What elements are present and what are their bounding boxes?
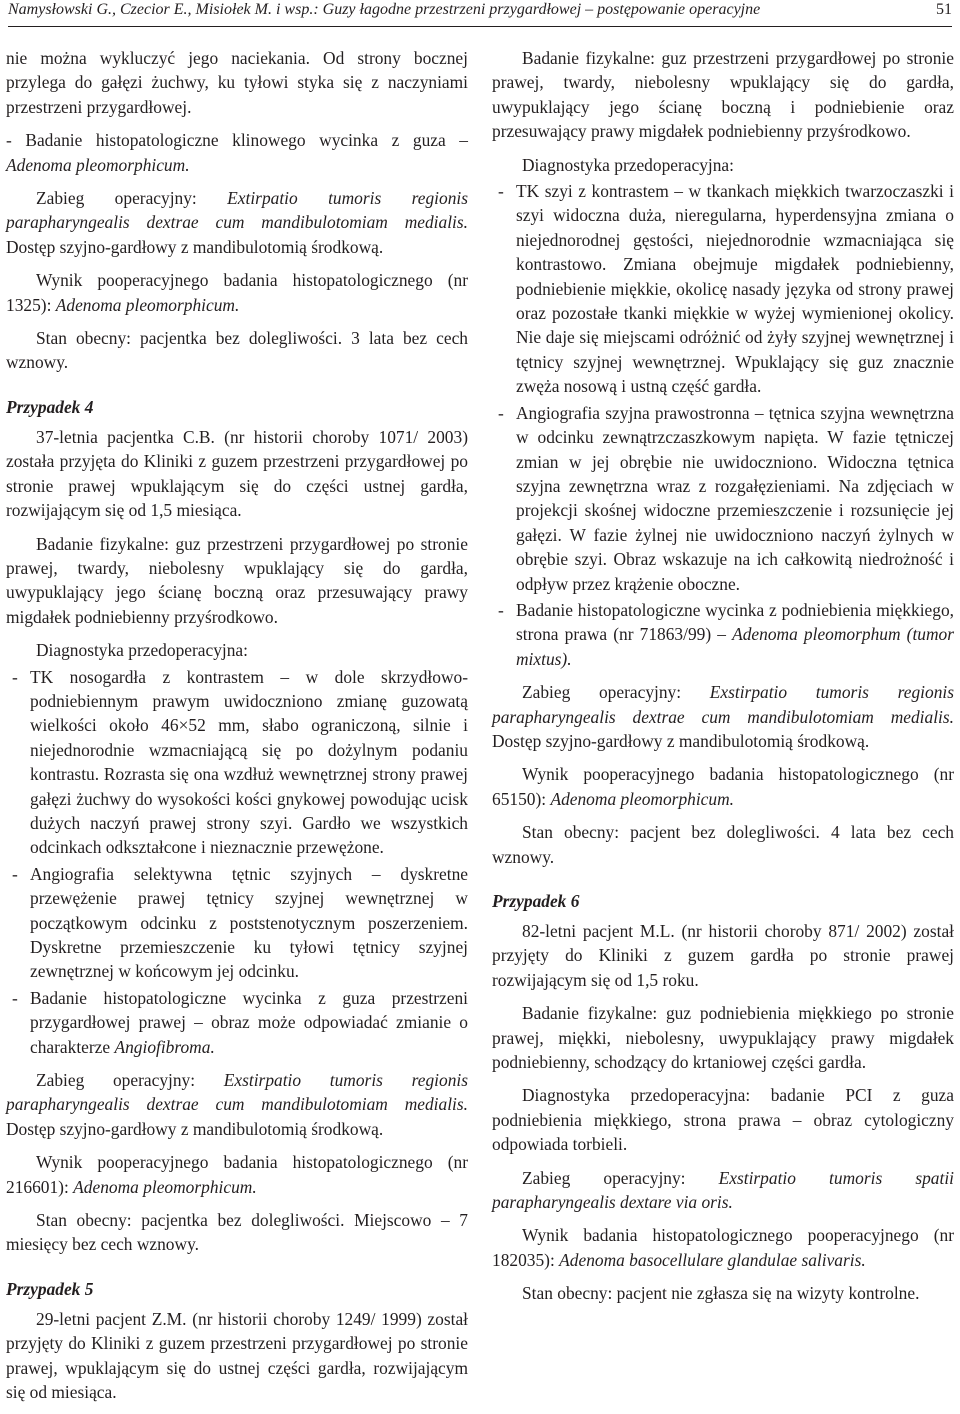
running-header — [8, 0, 952, 26]
italic-text: Extirpatio tumoris regionis parapharyngealis dextrae cum mandibulotomiam medialis. — [6, 188, 468, 233]
paragraph: 37-letnia pacjentka C.B. (nr historii choroby 1071/ 2003) została przyjęta do Kliniki z guzem przestrzeni przygardłowej po stronie prawej wpuklającym się do części ustnej gardła, rozwijającym się od 1,5 miesiąca. — [6, 426, 468, 521]
header-authors: Namysłowski G., Czecior E., Misiołek M. i wsp.: Guzy łagodne przestrzeni przygardłowej – postępowanie operacyjne — [8, 1, 761, 18]
paragraph — [492, 1166, 954, 1215]
text: Zabieg operacyjny: — [36, 1070, 224, 1091]
italic-text: Exstirpatio tumoris regionis parapharyngealis dextrae cum mandibulotomiam medialis. — [6, 1070, 468, 1115]
dash-marker: - — [12, 863, 18, 884]
paragraph — [492, 762, 954, 811]
case-4-heading: Przypadek 4 — [6, 396, 94, 417]
list-item — [6, 986, 468, 1059]
right-column — [492, 46, 954, 1315]
list-item — [6, 862, 468, 984]
paragraph — [6, 1150, 468, 1199]
paragraph: Stan obecny: pacjent bez dolegliwości. 4 lata bez cech wznowy. — [492, 822, 954, 867]
paragraph: Stan obecny: pacjent nie zgłasza się na wizyty kontrolne. — [522, 1283, 920, 1304]
dash-marker: - — [12, 987, 18, 1008]
paragraph: Badanie fizykalne: guz przestrzeni przygardłowej po stronie prawej, twardy, niebolesny wpuklający się do gardła, uwypuklający jego ścianę boczną i podniebienie oraz przesuwający prawy migdałek podniebienny przyśrodkowo. — [492, 48, 954, 142]
text: Zabieg operacyjny: — [522, 682, 710, 703]
italic-text: Exstirpatio tumoris spatii parapharyngealis dextare via oris. — [492, 1167, 954, 1213]
header-rule — [8, 26, 952, 27]
text: Wynik pooperacyjnego badania histopatologicznego (nr 216601): — [6, 1152, 468, 1197]
text: Dostęp szyjno-gardłowy z mandibulotomią środkową. — [6, 236, 384, 257]
text: Angiografia szyjna prawostronna – tętnica szyjna wewnętrzna w odcinku zewnątrzczaszkowym napięta. W fazie tętniczej zmian w jej obrębie nie uwidoczniono. Widoczna tętnica szyjna zewnętrzna wraz z rozgałęzieniami. Na zdjęciach w projekcji skośnej widoczne przemieszczenie i rozsunięcie jej gałęzi. W fazie żylnej nie uwidoczniono naczyń żylnych w obrębie szyi. Obraz wskazuje na ich całkowitą niedrożność i odpływ przez krążenie oboczne. — [516, 402, 954, 594]
paragraph — [492, 1223, 954, 1272]
dash-marker: - — [12, 666, 18, 687]
paragraph: Diagnostyka przedoperacyjna: badanie PCI z guza podniebienia miękkiego, strona prawa – obraz cytologiczny odpowiada torbieli. — [492, 1085, 954, 1155]
italic-text: Adenoma pleomorphicum. — [55, 294, 240, 315]
dash-marker: - — [498, 181, 504, 202]
paragraph: Stan obecny: pacjentka bez dolegliwości. 3 lata bez cech wznowy. — [6, 328, 468, 373]
paragraph: Stan obecny: pacjentka bez dolegliwości. Miejscowo – 7 miesięcy bez cech wznowy. — [6, 1210, 468, 1255]
text: Badanie histopatologiczne wycinka z guza przestrzeni przygardłowej prawej – obraz może odpowiadać zmianie o charakterze — [30, 987, 468, 1057]
text: Zabieg operacyjny: — [522, 1167, 719, 1188]
list-item — [492, 179, 954, 399]
paragraph: Diagnostyka przedoperacyjna: — [522, 154, 734, 175]
text: Wynik pooperacyjnego badania histopatologicznego (nr 1325): — [6, 270, 468, 315]
case-6-heading: Przypadek 6 — [492, 891, 580, 911]
text: Wynik pooperacyjnego badania histopatologicznego (nr 65150): — [492, 764, 954, 809]
text: - Badanie histopatologiczne klinowego wycinka z guza – — [6, 130, 468, 151]
paragraph — [6, 128, 468, 177]
page-number: 51 — [936, 1, 952, 18]
text: Wynik badania histopatologicznego pooperacyjnego (nr 182035): — [492, 1225, 954, 1270]
case-5-heading: Przypadek 5 — [6, 1278, 94, 1299]
dash-marker: - — [498, 402, 504, 423]
left-column — [6, 46, 468, 1414]
italic-text: Angiofibroma. — [114, 1036, 215, 1057]
paragraph: 82-letni pacjent M.L. (nr historii choroby 871/ 2002) został przyjęty do Kliniki z guzem gardła po stronie prawej rozwijającym się od 1,5 roku. — [492, 921, 954, 990]
text: Angiografia selektywna tętnic szyjnych – dyskretne przewężenie prawej tętnicy szyjnej wewnętrznej w początkowym odcinku z poststenotycznym poszerzeniem. Dyskretne przemieszczenie ku tyłowi tętnicy szyjnej zewnętrznej w końcowym jej odcinku. — [30, 863, 468, 982]
italic-text: Exstirpatio tumoris regionis parapharyngealis dextrae cum mandibulotomiam medialis. — [492, 682, 954, 727]
dash-marker: - — [498, 599, 504, 620]
italic-text: Adenoma pleomorphicum. — [6, 154, 190, 175]
text: Zabieg operacyjny: — [36, 188, 228, 209]
paragraph — [6, 186, 468, 259]
paragraph — [492, 680, 954, 753]
list-item — [6, 665, 468, 860]
italic-text: Adenoma pleomorphicum. — [73, 1176, 257, 1197]
paragraph — [6, 268, 468, 317]
list-item — [492, 598, 954, 671]
italic-text: Adenoma basocellulare glandulae salivaris. — [559, 1249, 866, 1270]
text: TK nosogardła z kontrastem – w dole skrzydłowo-podniebiennym prawym uwidoczniono zmianę guzowatą wielkości około 46×52 mm, słabo ograniczoną, silnie i niejednorodnie wzmacniającą się po dożylnym podaniu kontrastu. Rozrasta się ona wzdłuż wewnętrznej strony prawej gałęzi żuchwy do wysokości kości gnykowej powodując ucisk dużych naczyń prawej strony szyi. Gardło we wszystkich odcinkach odkształcone i nieznacznie przewężone. — [30, 666, 468, 858]
paragraph: Diagnostyka przedoperacyjna: — [36, 640, 248, 661]
paragraph: Badanie fizykalne: guz przestrzeni przygardłowej po stronie prawej, twardy, niebolesny wpuklający się do gardła, uwypuklający jego ścianę boczną oraz przesuwający prawy migdałek podniebienny przyśrodkowo. — [6, 533, 468, 627]
text: Dostęp szyjno-gardłowy z mandibulotomią środkową. — [492, 730, 870, 751]
text: Badanie histopatologiczne wycinka z podniebienia miękkiego, strona prawa (nr 71863/99) – — [516, 599, 954, 645]
italic-text: Adenoma pleomorphicum. — [550, 788, 734, 809]
text: TK szyi z kontrastem – w tkankach miękkich twarzoczaszki i szyi widoczna duża, nieregularna, hyperdensyjna zmiana o niejednorodnej gęstości, niejednorodnie wzmacniająca się kontrastowo. Zmiana obejmuje migdałek podniebienny, podniebienie miękkie, okolicę nasady języka od strony prawej oraz pozostałe tkanki miękkie w wyżej wymienionej okolicy. Nie daje się miejscami odróżnić od żyły szyjnej wewnętrznej i tętnicy szyjnej wewnętrznej. Wpuklający się guz znacznie zwęża nosową i ustną część gardła. — [516, 181, 954, 397]
paragraph: 29-letni pacjent Z.M. (nr historii choroby 1249/ 1999) został przyjęty do Kliniki z guzem przestrzeni przygardłowej po stronie prawej, wpuklającym się do ustnej części gardła, rozwijającym się od miesiąca. — [6, 1308, 468, 1403]
italic-text: Adenoma pleomorphum (tumor mixtus). — [516, 624, 955, 669]
paragraph — [6, 1068, 468, 1141]
list-item — [492, 401, 954, 596]
paragraph: Badanie fizykalne: guz podniebienia miękkiego po stronie prawej, miękki, niebolesny, uwypuklający prawy migdałek podniebienny, schodzący do krtaniowej części gardła. — [492, 1003, 954, 1073]
paragraph: nie można wykluczyć jego naciekania. Od strony bocznej przylega do gałęzi żuchwy, ku tyłowi styka się z naczyniami przestrzeni przygardłowej. — [6, 48, 468, 117]
text: Dostęp szyjno-gardłowy z mandibulotomią środkową. — [6, 1118, 384, 1139]
